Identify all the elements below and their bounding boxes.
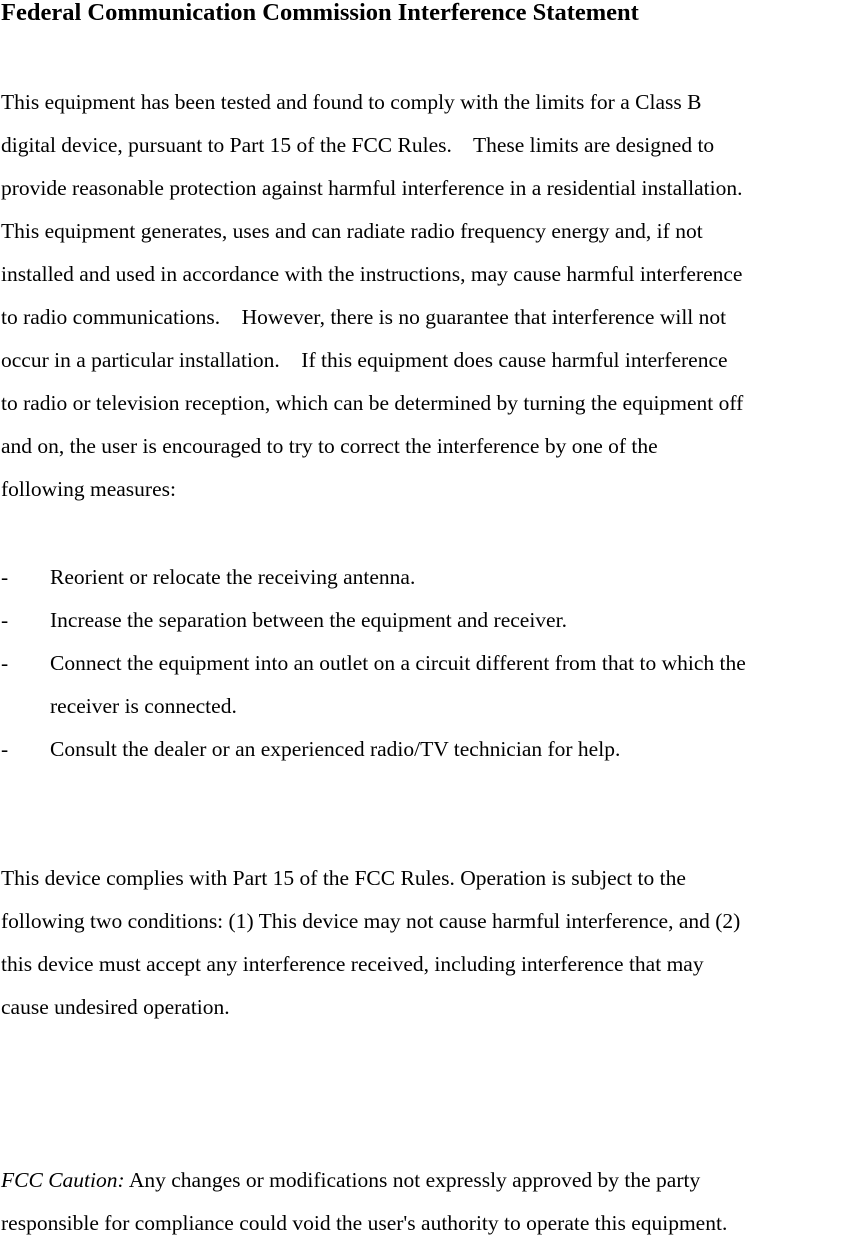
document-title: Federal Communication Commission Interference Statement — [1, 0, 639, 26]
paragraph-line: This device complies with Part 15 of the FCC Rules. Operation is subject to the — [1, 866, 686, 890]
paragraph-line: to radio communications. However, there is no guarantee that interference will not — [1, 305, 727, 329]
paragraph-line: to radio or television reception, which can be determined by turning the equipment off — [1, 391, 744, 415]
caution-label: FCC Caution: — [1, 1168, 125, 1192]
list-item — [1, 599, 864, 642]
paragraph-line: digital device, pursuant to Part 15 of the FCC Rules. These limits are designed to — [1, 133, 715, 157]
paragraph-line: This equipment has been tested and found to comply with the limits for a Class B — [1, 90, 702, 114]
paragraph-line: following two conditions: (1) This device may not cause harmful interference, and (2) — [1, 909, 741, 933]
list-item-text: Increase the separation between the equipment and receiver. — [50, 608, 567, 632]
part15-conditions-paragraph — [1, 857, 864, 1029]
measures-list — [1, 556, 864, 771]
list-bullet: - — [1, 608, 9, 632]
fcc-caution-paragraph — [1, 1159, 864, 1245]
paragraph-line: following measures: — [1, 477, 176, 501]
paragraph-line: provide reasonable protection against harmful interference in a residential installation. — [1, 176, 743, 200]
list-bullet: - — [1, 737, 9, 761]
caution-text: Any changes or modifications not expressly approved by the party — [124, 1168, 701, 1192]
list-item-text: Reorient or relocate the receiving antenna. — [50, 565, 416, 589]
list-item-text: receiver is connected. — [50, 694, 237, 718]
list-item-continuation — [1, 685, 864, 728]
paragraph-line: installed and used in accordance with the instructions, may cause harmful interference — [1, 262, 743, 286]
list-item — [1, 728, 864, 771]
list-item-text: Connect the equipment into an outlet on a circuit different from that to which the — [50, 651, 746, 675]
list-item-text: Consult the dealer or an experienced radio/TV technician for help. — [50, 737, 621, 761]
list-item — [1, 642, 864, 685]
paragraph-line: This equipment generates, uses and can radiate radio frequency energy and, if not — [1, 219, 703, 243]
paragraph-line: and on, the user is encouraged to try to correct the interference by one of the — [1, 434, 658, 458]
list-item — [1, 556, 864, 599]
paragraph-line: this device must accept any interference received, including interference that may — [1, 952, 704, 976]
caution-line — [1, 1159, 864, 1202]
list-bullet: - — [1, 565, 9, 589]
compliance-paragraph — [1, 81, 864, 511]
list-bullet: - — [1, 651, 9, 675]
paragraph-line: cause undesired operation. — [1, 995, 230, 1019]
caution-line: responsible for compliance could void the user's authority to operate this equipment. — [1, 1211, 728, 1235]
paragraph-line: occur in a particular installation. If this equipment does cause harmful interference — [1, 348, 728, 372]
